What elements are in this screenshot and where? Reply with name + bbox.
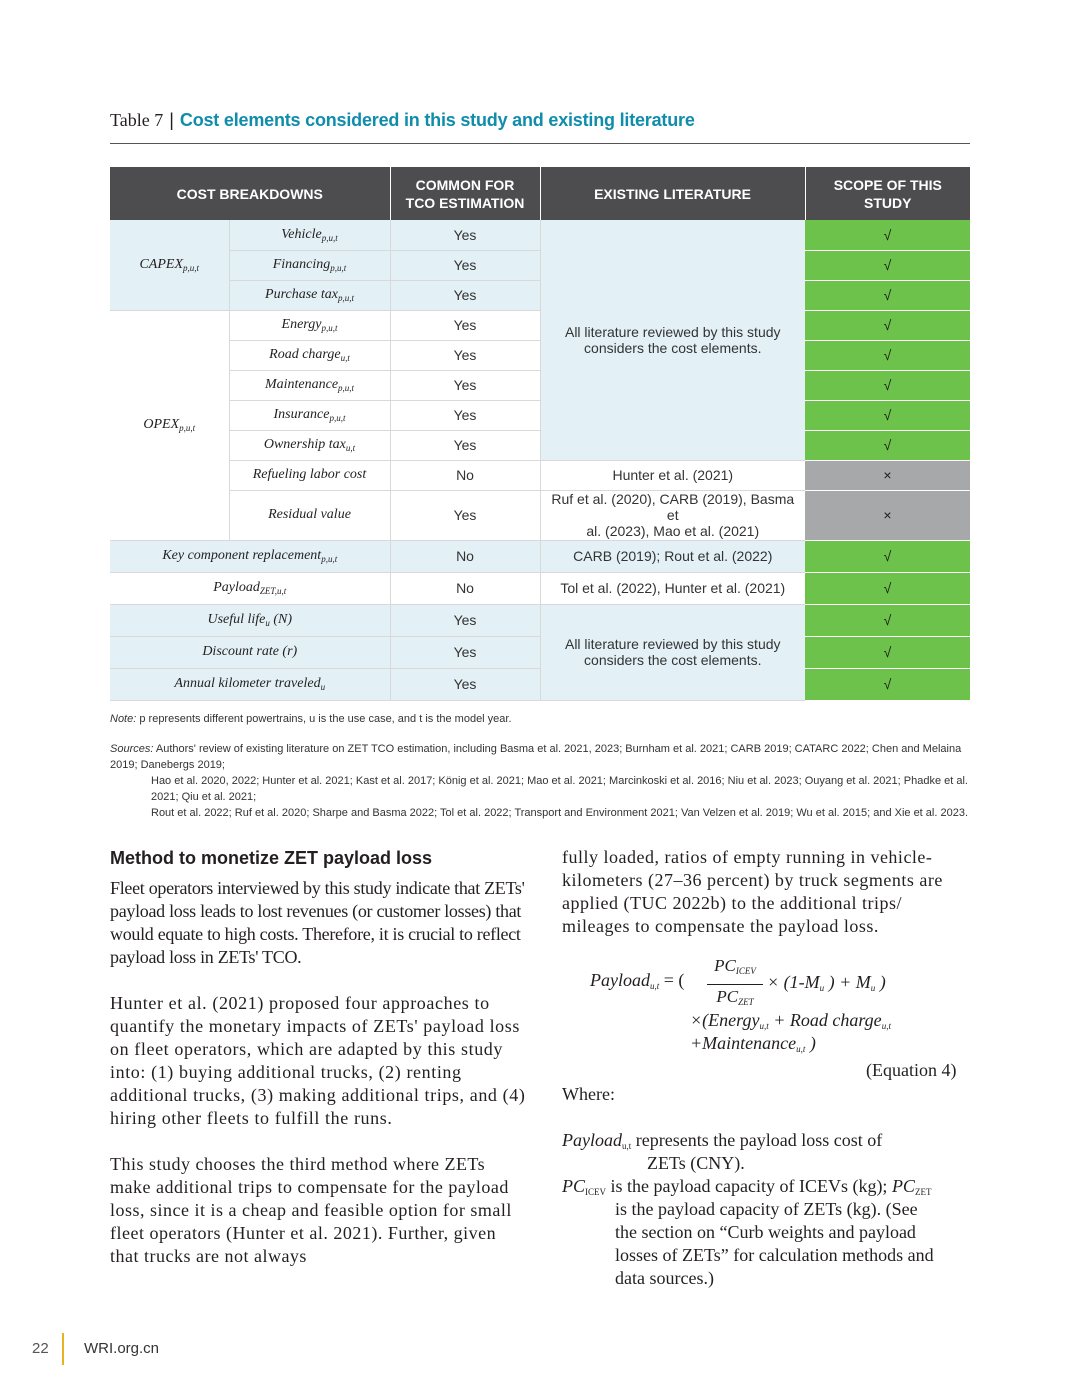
row-common: Yes xyxy=(390,604,540,636)
footer-site-link[interactable]: WRI.org.cn xyxy=(84,1340,160,1357)
definition-pc-cont2: the section on “Curb weights and payload xyxy=(615,1222,916,1242)
capex-sub: p,u,t xyxy=(183,262,200,273)
def-sub: u,t xyxy=(622,1141,632,1151)
row-scope: √ xyxy=(805,430,970,460)
equation-line2 xyxy=(690,1010,891,1031)
item-label: Refueling labor cost xyxy=(252,467,367,482)
paragraph: Hunter et al. (2021) proposed four approaches to quantify the monetary impacts of ZETs' payload loss on fleet operators, which are adapted by this study into: (1) buying additional trucks, (2) renting additional trucks, (3) making additional trips, and (4) hiring other fleets to fulfill the runs. xyxy=(110,993,526,1128)
table-row xyxy=(110,220,970,250)
row-common: No xyxy=(390,460,540,490)
section-heading: Method to monetize ZET payload loss xyxy=(110,848,433,868)
eq-times: × (1-M xyxy=(767,972,820,992)
table-header-row xyxy=(110,167,970,220)
note-text: p represents different powertrains, u is the use case, and t is the model year. xyxy=(139,713,512,725)
row-literature: Hunter et al. (2021) xyxy=(540,460,805,490)
item-label: Useful life xyxy=(207,612,266,627)
item-label: Key component replacement xyxy=(162,548,322,563)
item-label: Maintenance xyxy=(264,377,339,392)
item-sub: p,u,t xyxy=(338,383,355,393)
item-label: Insurance xyxy=(273,407,330,422)
eq-den: PC xyxy=(716,987,739,1006)
row-scope: √ xyxy=(805,604,970,636)
item-sub: u,t xyxy=(340,353,350,363)
item-sub: u xyxy=(265,618,270,628)
header-scope: SCOPE OF THIS STUDY xyxy=(805,167,970,220)
row-literature: Tol et al. (2022), Hunter et al. (2021) xyxy=(540,572,805,604)
item-label: Discount rate (r) xyxy=(202,644,298,659)
row-scope: √ xyxy=(805,340,970,370)
item-suffix: (N) xyxy=(269,612,293,627)
item-sub: p,u,t xyxy=(321,232,338,243)
sources-line2: Hao et al. 2020, 2022; Hunter et al. 2021; Kast et al. 2017; König et al. 2021; Mao et al. 2021; Marcinkoski et al. 2016; Niu et al. 2023; Ouyang et al. 2021; Phadke et al. 2021; Qiu et al. 2021; xyxy=(151,775,968,803)
row-item xyxy=(110,604,390,636)
header-common-line2: TCO ESTIMATION xyxy=(405,194,525,211)
fraction-bar xyxy=(707,984,763,985)
sources-label: Sources: xyxy=(110,743,154,755)
definition-pc-cont4: data sources.) xyxy=(615,1268,714,1288)
table-row xyxy=(110,430,970,460)
item-label: Annual kilometer traveled xyxy=(174,676,321,691)
sources-line3: Rout et al. 2022; Ruf et al. 2020; Sharpe and Basma 2022; Tol et al. 2022; Transport and Environment 2021; Van Velzen et al. 2019; Wu et al. 2015; and Xie et al. 2023. xyxy=(151,807,968,819)
row-common: Yes xyxy=(390,220,540,250)
item-label: Purchase tax xyxy=(265,287,338,302)
row-item xyxy=(229,220,390,250)
cost-elements-table xyxy=(110,167,970,701)
row-item xyxy=(229,310,390,340)
row-item xyxy=(229,430,390,460)
def-term: PC xyxy=(562,1176,586,1196)
eq-close: ) xyxy=(879,972,886,992)
caption-divider xyxy=(110,143,970,144)
definition-payload xyxy=(562,1129,972,1158)
def-sub2: ZET xyxy=(914,1187,932,1197)
table-row xyxy=(110,604,970,636)
row-scope: × xyxy=(805,460,970,490)
row-scope: √ xyxy=(805,636,970,668)
right-column xyxy=(562,846,972,938)
row-item xyxy=(110,540,390,572)
row-common: Yes xyxy=(390,250,540,280)
table-caption xyxy=(110,110,695,131)
definition-pc-cont1: is the payload capacity of ZETs (kg). (See xyxy=(615,1199,918,1219)
merged-lit-line1: All literature reviewed by this study xyxy=(564,323,781,340)
sources-line1: Authors' review of existing literature on ZET TCO estimation, including Basma et al. 2021, 2023; Burnham et al. 2021; CARB 2019; CATARC 2022; Chen and Melaina 2019; Danebergs 2019; xyxy=(110,743,962,771)
row-item xyxy=(229,340,390,370)
row-literature xyxy=(540,490,805,540)
row-scope: √ xyxy=(805,370,970,400)
row-item xyxy=(110,668,390,700)
eq-road-sub: u,t xyxy=(881,1021,891,1031)
lit-line1: Ruf et al. (2020), CARB (2019), Basma et xyxy=(551,491,795,523)
item-sub: u,t xyxy=(345,443,356,453)
item-label: Ownership tax xyxy=(263,437,346,452)
left-column xyxy=(110,848,530,1268)
row-item xyxy=(229,370,390,400)
header-common-tco xyxy=(390,167,540,220)
eq-payload-sub: u,t xyxy=(650,981,660,991)
eq-m2-sub: u xyxy=(870,983,876,993)
item-label: Payload xyxy=(213,580,260,595)
table-row xyxy=(110,572,970,604)
merged-literature-top xyxy=(540,220,805,460)
table-row xyxy=(110,540,970,572)
paragraph: Fleet operators interviewed by this study indicate that ZETs' payload loss leads to lost revenues (or customer losses) that would equate to high costs. Therefore, it is crucial to reflect payload loss in ZETs' TCO. xyxy=(110,878,525,967)
row-scope: √ xyxy=(805,280,970,310)
table-row xyxy=(110,460,970,490)
table-row xyxy=(110,340,970,370)
paragraph: fully loaded, ratios of empty running in vehicle-kilometers (27–36 percent) by truck segments are applied (TUC 2022b) to the additional trips/ mileages to compensate the payload loss. xyxy=(562,847,943,936)
row-common: Yes xyxy=(390,280,540,310)
header-cost-breakdowns: COST BREAKDOWNS xyxy=(110,167,390,220)
table-row xyxy=(110,250,970,280)
row-item xyxy=(110,572,390,604)
header-existing-literature: EXISTING LITERATURE xyxy=(540,167,805,220)
row-item xyxy=(229,490,390,540)
eq-num-sub: ICEV xyxy=(735,966,756,976)
def-text: is the payload capacity of ICEVs (kg); xyxy=(610,1176,888,1196)
equation-number: (Equation 4) xyxy=(866,1060,957,1080)
eq-m-sub: u xyxy=(819,983,825,993)
note-label: Note: xyxy=(110,713,137,725)
eq-maint-sub: u,t xyxy=(796,1044,806,1054)
eq-plus-m: ) + M xyxy=(828,972,871,992)
merged-lit-line2: considers the cost elements. xyxy=(584,652,762,668)
equation-rhs xyxy=(767,972,886,993)
table-note xyxy=(110,711,970,727)
item-sub: p,u,t xyxy=(321,323,338,333)
row-literature: CARB (2019); Rout et al. (2022) xyxy=(540,540,805,572)
equation-denominator xyxy=(709,987,761,1007)
footer-divider xyxy=(62,1333,64,1365)
item-sub: p,u,t xyxy=(330,263,347,273)
item-label: Residual value xyxy=(268,507,351,522)
header-common-line1: COMMON FOR xyxy=(415,176,515,193)
item-label: Financing xyxy=(272,257,331,272)
merged-lit-line2: considers the cost elements. xyxy=(584,339,762,356)
definition-pc-cont3: losses of ZETs” for calculation methods and xyxy=(615,1245,934,1265)
equation-lhs xyxy=(590,970,684,991)
capex-label: CAPEX xyxy=(139,256,184,272)
row-common: Yes xyxy=(390,310,540,340)
merged-literature-bottom xyxy=(540,604,805,700)
row-common: No xyxy=(390,572,540,604)
def-term: Payload xyxy=(562,1130,622,1150)
eq-close2: ) xyxy=(809,1033,816,1053)
table-row xyxy=(110,280,970,310)
page-number: 22 xyxy=(32,1340,49,1357)
lit-line2: al. (2023), Mao et al. (2021) xyxy=(586,523,760,539)
group-opex xyxy=(110,310,229,540)
eq-num: PC xyxy=(714,956,736,975)
row-common: Yes xyxy=(390,340,540,370)
row-scope: √ xyxy=(805,668,970,700)
row-item xyxy=(229,280,390,310)
item-sub: p,u,t xyxy=(329,413,346,423)
eq-payload: Payload xyxy=(590,970,650,990)
table-row xyxy=(110,310,970,340)
definition-payload-cont: ZETs (CNY). xyxy=(647,1153,745,1173)
opex-sub: p,u,t xyxy=(179,423,196,433)
equation-line3 xyxy=(690,1033,816,1054)
item-sub: u xyxy=(320,682,326,692)
eq-maint: +Maintenance xyxy=(690,1033,797,1053)
equation-numerator xyxy=(709,956,761,976)
row-item xyxy=(229,250,390,280)
item-label: Energy xyxy=(281,317,322,332)
item-label: Road charge xyxy=(269,347,341,362)
table-row xyxy=(110,490,970,540)
item-label: Vehicle xyxy=(281,226,322,242)
group-capex xyxy=(110,220,229,310)
row-scope: √ xyxy=(805,310,970,340)
table-row xyxy=(110,668,970,700)
row-scope: √ xyxy=(805,540,970,572)
table-row xyxy=(110,636,970,668)
merged-lit-line1: All literature reviewed by this study xyxy=(564,636,781,652)
where-label: Where: xyxy=(562,1084,615,1104)
table-row xyxy=(110,400,970,430)
row-scope: √ xyxy=(805,572,970,604)
row-item xyxy=(110,636,390,668)
table-title: Cost elements considered in this study and existing literature xyxy=(179,110,695,130)
def-text: represents the payload loss cost of xyxy=(635,1130,883,1150)
item-sub: ZET,u,t xyxy=(259,586,287,596)
eq-energy: ×(Energy xyxy=(690,1010,760,1030)
row-scope: × xyxy=(805,490,970,540)
table-row xyxy=(110,370,970,400)
eq-road: + Road charge xyxy=(773,1010,882,1030)
eq-equals: = ( xyxy=(663,970,685,990)
caption-separator: | xyxy=(169,110,174,130)
row-item xyxy=(229,400,390,430)
row-common: No xyxy=(390,540,540,572)
table-label: Table 7 xyxy=(110,110,164,130)
eq-den-sub: ZET xyxy=(738,997,754,1007)
paragraph: This study chooses the third method where ZETs make additional trips to compensate for the payload loss, since it is a cheap and feasible option for small fleet operators (Hunter et al. 2021). Further, given that trucks are not always xyxy=(110,1154,512,1266)
row-common: Yes xyxy=(390,400,540,430)
row-item xyxy=(229,460,390,490)
def-term2: PC xyxy=(891,1176,915,1196)
row-common: Yes xyxy=(390,668,540,700)
def-sub: ICEV xyxy=(585,1187,607,1197)
row-common: Yes xyxy=(390,370,540,400)
item-sub: p,u,t xyxy=(337,293,354,303)
item-sub: p,u,t xyxy=(321,554,338,564)
opex-label: OPEX xyxy=(143,417,180,432)
row-scope: √ xyxy=(805,250,970,280)
row-common: Yes xyxy=(390,430,540,460)
row-scope: √ xyxy=(805,400,970,430)
eq-energy-sub: u,t xyxy=(759,1021,769,1031)
row-scope: √ xyxy=(805,220,970,250)
table-sources xyxy=(110,741,970,821)
row-common: Yes xyxy=(390,636,540,668)
row-common: Yes xyxy=(390,490,540,540)
